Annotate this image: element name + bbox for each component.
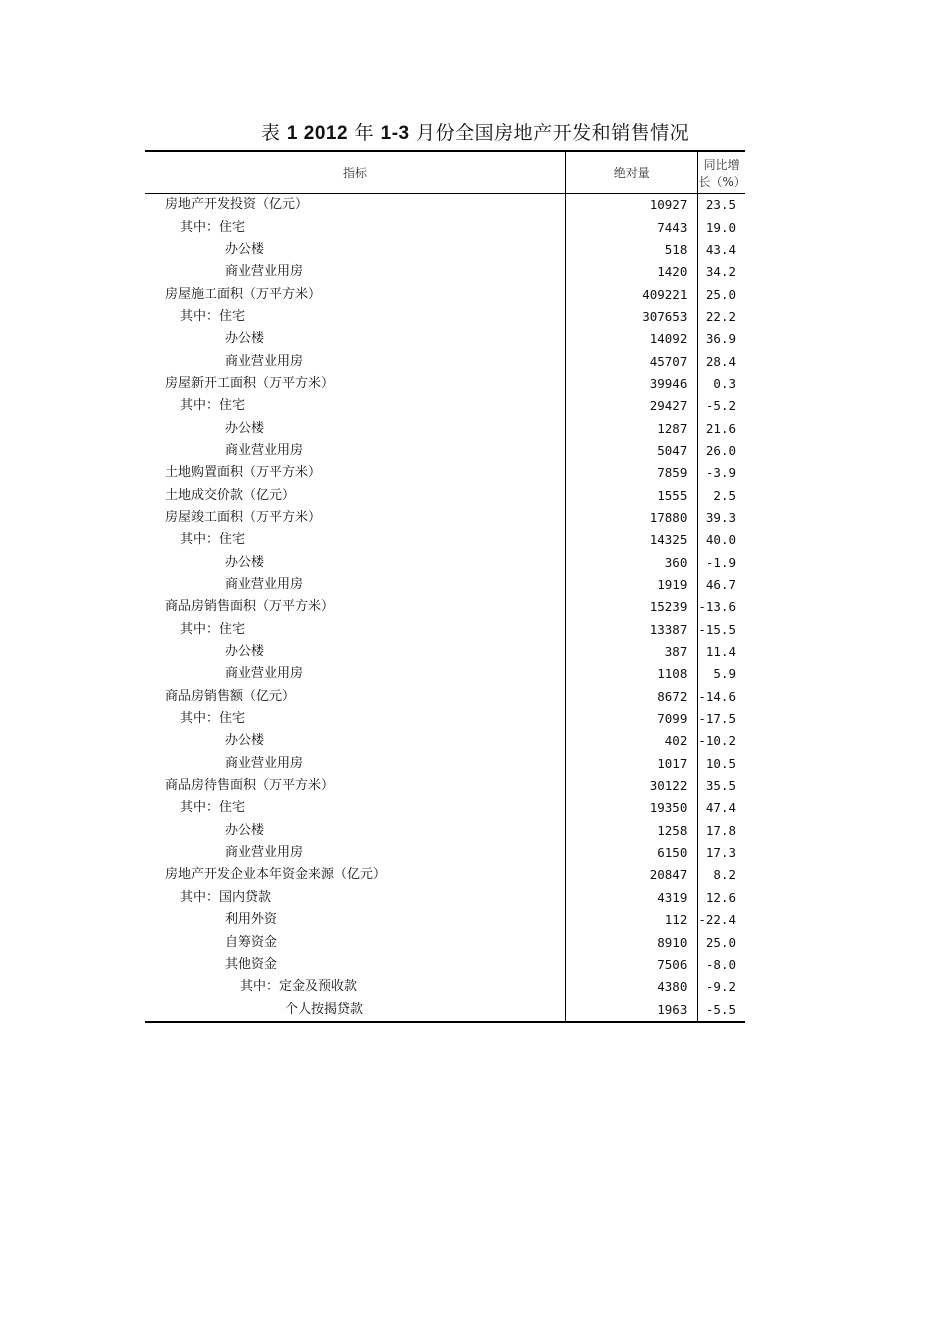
row-label: 自筹资金	[145, 931, 566, 953]
row-absolute-value: 1287	[566, 417, 698, 439]
title-year-unit: 年	[348, 122, 381, 144]
table-body	[145, 194, 745, 1022]
row-label: 其中：住宅	[145, 306, 566, 328]
row-yoy-growth: 8.2	[713, 867, 736, 883]
row-label: 商品房待售面积（万平方米）	[145, 775, 566, 797]
row-yoy-growth: 17.3	[705, 845, 736, 861]
table-row	[145, 350, 745, 372]
row-absolute-value: 6150	[566, 842, 698, 864]
row-yoy-growth: 28.4	[705, 353, 736, 369]
row-yoy-growth: -15.5	[698, 621, 736, 637]
row-yoy-growth: -13.6	[698, 599, 736, 615]
row-yoy-growth: 43.4	[705, 241, 736, 257]
row-yoy-growth: -10.2	[698, 733, 736, 749]
table-row	[145, 283, 745, 305]
row-yoy-growth: 12.6	[705, 889, 736, 905]
table-row	[145, 261, 745, 283]
row-yoy-growth: -9.2	[705, 979, 736, 995]
table-row	[145, 775, 745, 797]
row-label: 土地成交价款（亿元）	[145, 484, 566, 506]
row-label: 办公楼	[145, 417, 566, 439]
row-yoy-growth: 25.0	[705, 934, 736, 950]
row-yoy-growth: -5.2	[705, 398, 736, 414]
row-absolute-value: 7099	[566, 708, 698, 730]
table-row	[145, 931, 745, 953]
row-label: 办公楼	[145, 820, 566, 842]
row-label: 土地购置面积（万平方米）	[145, 462, 566, 484]
row-yoy-growth: 34.2	[705, 264, 736, 280]
row-absolute-value: 13387	[566, 619, 698, 641]
row-label: 商品房销售额（亿元）	[145, 686, 566, 708]
row-label: 商业营业用房	[145, 440, 566, 462]
table-row	[145, 574, 745, 596]
row-yoy-growth: 35.5	[705, 778, 736, 794]
table-row	[145, 216, 745, 238]
row-label: 利用外资	[145, 909, 566, 931]
row-absolute-value: 19350	[566, 797, 698, 819]
row-yoy-growth: -5.5	[698, 998, 745, 1021]
row-label: 其中：住宅	[145, 395, 566, 417]
table-row	[145, 842, 745, 864]
table-row	[145, 864, 745, 886]
table-row	[145, 976, 745, 998]
row-absolute-value: 1919	[566, 574, 698, 596]
row-absolute-value: 402	[566, 730, 698, 752]
row-absolute-value: 112	[566, 909, 698, 931]
row-absolute-value: 5047	[566, 440, 698, 462]
row-absolute-value: 1963	[566, 998, 698, 1021]
table-row	[145, 239, 745, 261]
row-yoy-growth: 23.5	[705, 197, 736, 213]
table-row	[145, 552, 745, 574]
row-yoy-growth: -1.9	[705, 554, 736, 570]
row-label: 商业营业用房	[145, 842, 566, 864]
table-row	[145, 462, 745, 484]
table-row	[145, 328, 745, 350]
table-row	[145, 663, 745, 685]
table-row	[145, 686, 745, 708]
row-yoy-growth: 10.5	[705, 755, 736, 771]
row-label: 商业营业用房	[145, 753, 566, 775]
row-absolute-value: 17880	[566, 507, 698, 529]
row-absolute-value: 4380	[566, 976, 698, 998]
row-absolute-value: 15239	[566, 596, 698, 618]
row-label: 房地产开发投资（亿元）	[145, 194, 566, 217]
row-yoy-growth: -14.6	[698, 688, 736, 704]
header-absolute: 绝对量	[566, 151, 698, 194]
table-row	[145, 797, 745, 819]
table-row	[145, 887, 745, 909]
row-label: 办公楼	[145, 552, 566, 574]
row-absolute-value: 30122	[566, 775, 698, 797]
table-row	[145, 753, 745, 775]
row-yoy-growth: 21.6	[705, 420, 736, 436]
row-yoy-growth: 40.0	[705, 532, 736, 548]
row-yoy-growth: -3.9	[705, 465, 736, 481]
row-yoy-growth: 47.4	[705, 800, 736, 816]
row-label: 办公楼	[145, 641, 566, 663]
table-row	[145, 440, 745, 462]
table-row	[145, 306, 745, 328]
table-row	[145, 708, 745, 730]
row-absolute-value: 14092	[566, 328, 698, 350]
row-label: 办公楼	[145, 239, 566, 261]
row-label: 其中：住宅	[145, 797, 566, 819]
row-label: 商业营业用房	[145, 663, 566, 685]
row-absolute-value: 1017	[566, 753, 698, 775]
row-absolute-value: 1420	[566, 261, 698, 283]
header-yoy-growth: 同比增长（%）	[698, 151, 745, 194]
row-absolute-value: 10927	[566, 194, 698, 217]
row-absolute-value: 518	[566, 239, 698, 261]
table-row	[145, 395, 745, 417]
row-label: 房地产开发企业本年资金来源（亿元）	[145, 864, 566, 886]
row-absolute-value: 1258	[566, 820, 698, 842]
row-yoy-growth: 26.0	[705, 442, 736, 458]
row-absolute-value: 14325	[566, 529, 698, 551]
table-header-row	[145, 151, 745, 194]
row-yoy-growth: 11.4	[705, 644, 736, 660]
title-table-number-year: 1 2012	[286, 123, 349, 144]
row-absolute-value: 409221	[566, 283, 698, 305]
table-row	[145, 529, 745, 551]
row-absolute-value: 1555	[566, 484, 698, 506]
row-yoy-growth: 25.0	[705, 286, 736, 302]
table-row	[145, 909, 745, 931]
row-yoy-growth: 36.9	[705, 331, 736, 347]
title-month-range: 1-3	[380, 123, 410, 144]
row-absolute-value: 1108	[566, 663, 698, 685]
row-absolute-value: 45707	[566, 350, 698, 372]
header-indicator: 指标	[145, 151, 566, 194]
row-label: 商品房销售面积（万平方米）	[145, 596, 566, 618]
row-label: 商业营业用房	[145, 350, 566, 372]
table-row	[145, 373, 745, 395]
row-absolute-value: 20847	[566, 864, 698, 886]
row-yoy-growth: 19.0	[705, 219, 736, 235]
row-absolute-value: 387	[566, 641, 698, 663]
row-label: 其中：定金及预收款	[145, 976, 566, 998]
row-yoy-growth: -8.0	[705, 956, 736, 972]
row-label: 个人按揭贷款	[145, 998, 566, 1021]
row-yoy-growth: 0.3	[713, 375, 736, 391]
row-absolute-value: 360	[566, 552, 698, 574]
row-absolute-value: 7506	[566, 954, 698, 976]
row-absolute-value: 7859	[566, 462, 698, 484]
row-label: 房屋施工面积（万平方米）	[145, 283, 566, 305]
table-row	[145, 507, 745, 529]
row-label: 办公楼	[145, 328, 566, 350]
table-row	[145, 417, 745, 439]
row-yoy-growth: 5.9	[713, 666, 736, 682]
row-absolute-value: 307653	[566, 306, 698, 328]
row-label: 其中：住宅	[145, 216, 566, 238]
table-row	[145, 730, 745, 752]
row-absolute-value: 39946	[566, 373, 698, 395]
table-row	[145, 484, 745, 506]
row-label: 其中：国内贷款	[145, 887, 566, 909]
row-label: 房屋新开工面积（万平方米）	[145, 373, 566, 395]
row-label: 房屋竣工面积（万平方米）	[145, 507, 566, 529]
row-yoy-growth: 39.3	[705, 509, 736, 525]
table-row	[145, 998, 745, 1021]
table-title	[0, 118, 950, 145]
row-yoy-growth: 22.2	[705, 308, 736, 324]
title-prefix: 表	[260, 122, 287, 144]
row-absolute-value: 8910	[566, 931, 698, 953]
table-row	[145, 954, 745, 976]
row-label: 办公楼	[145, 730, 566, 752]
row-yoy-growth: 17.8	[705, 822, 736, 838]
row-label: 商业营业用房	[145, 574, 566, 596]
row-absolute-value: 4319	[566, 887, 698, 909]
row-label: 其中：住宅	[145, 619, 566, 641]
row-yoy-growth: -17.5	[698, 711, 736, 727]
row-absolute-value: 7443	[566, 216, 698, 238]
row-absolute-value: 8672	[566, 686, 698, 708]
table-row	[145, 619, 745, 641]
row-yoy-growth: 2.5	[713, 487, 736, 503]
row-label: 其中：住宅	[145, 529, 566, 551]
title-suffix: 月份全国房地产开发和销售情况	[409, 122, 690, 144]
table-row	[145, 194, 745, 217]
table-row	[145, 596, 745, 618]
statistics-table	[145, 150, 745, 1023]
row-label: 商业营业用房	[145, 261, 566, 283]
row-yoy-growth: -22.4	[698, 912, 736, 928]
table-row	[145, 820, 745, 842]
row-label: 其中：住宅	[145, 708, 566, 730]
row-label: 其他资金	[145, 954, 566, 976]
table-row	[145, 641, 745, 663]
row-yoy-growth: 46.7	[705, 577, 736, 593]
row-absolute-value: 29427	[566, 395, 698, 417]
